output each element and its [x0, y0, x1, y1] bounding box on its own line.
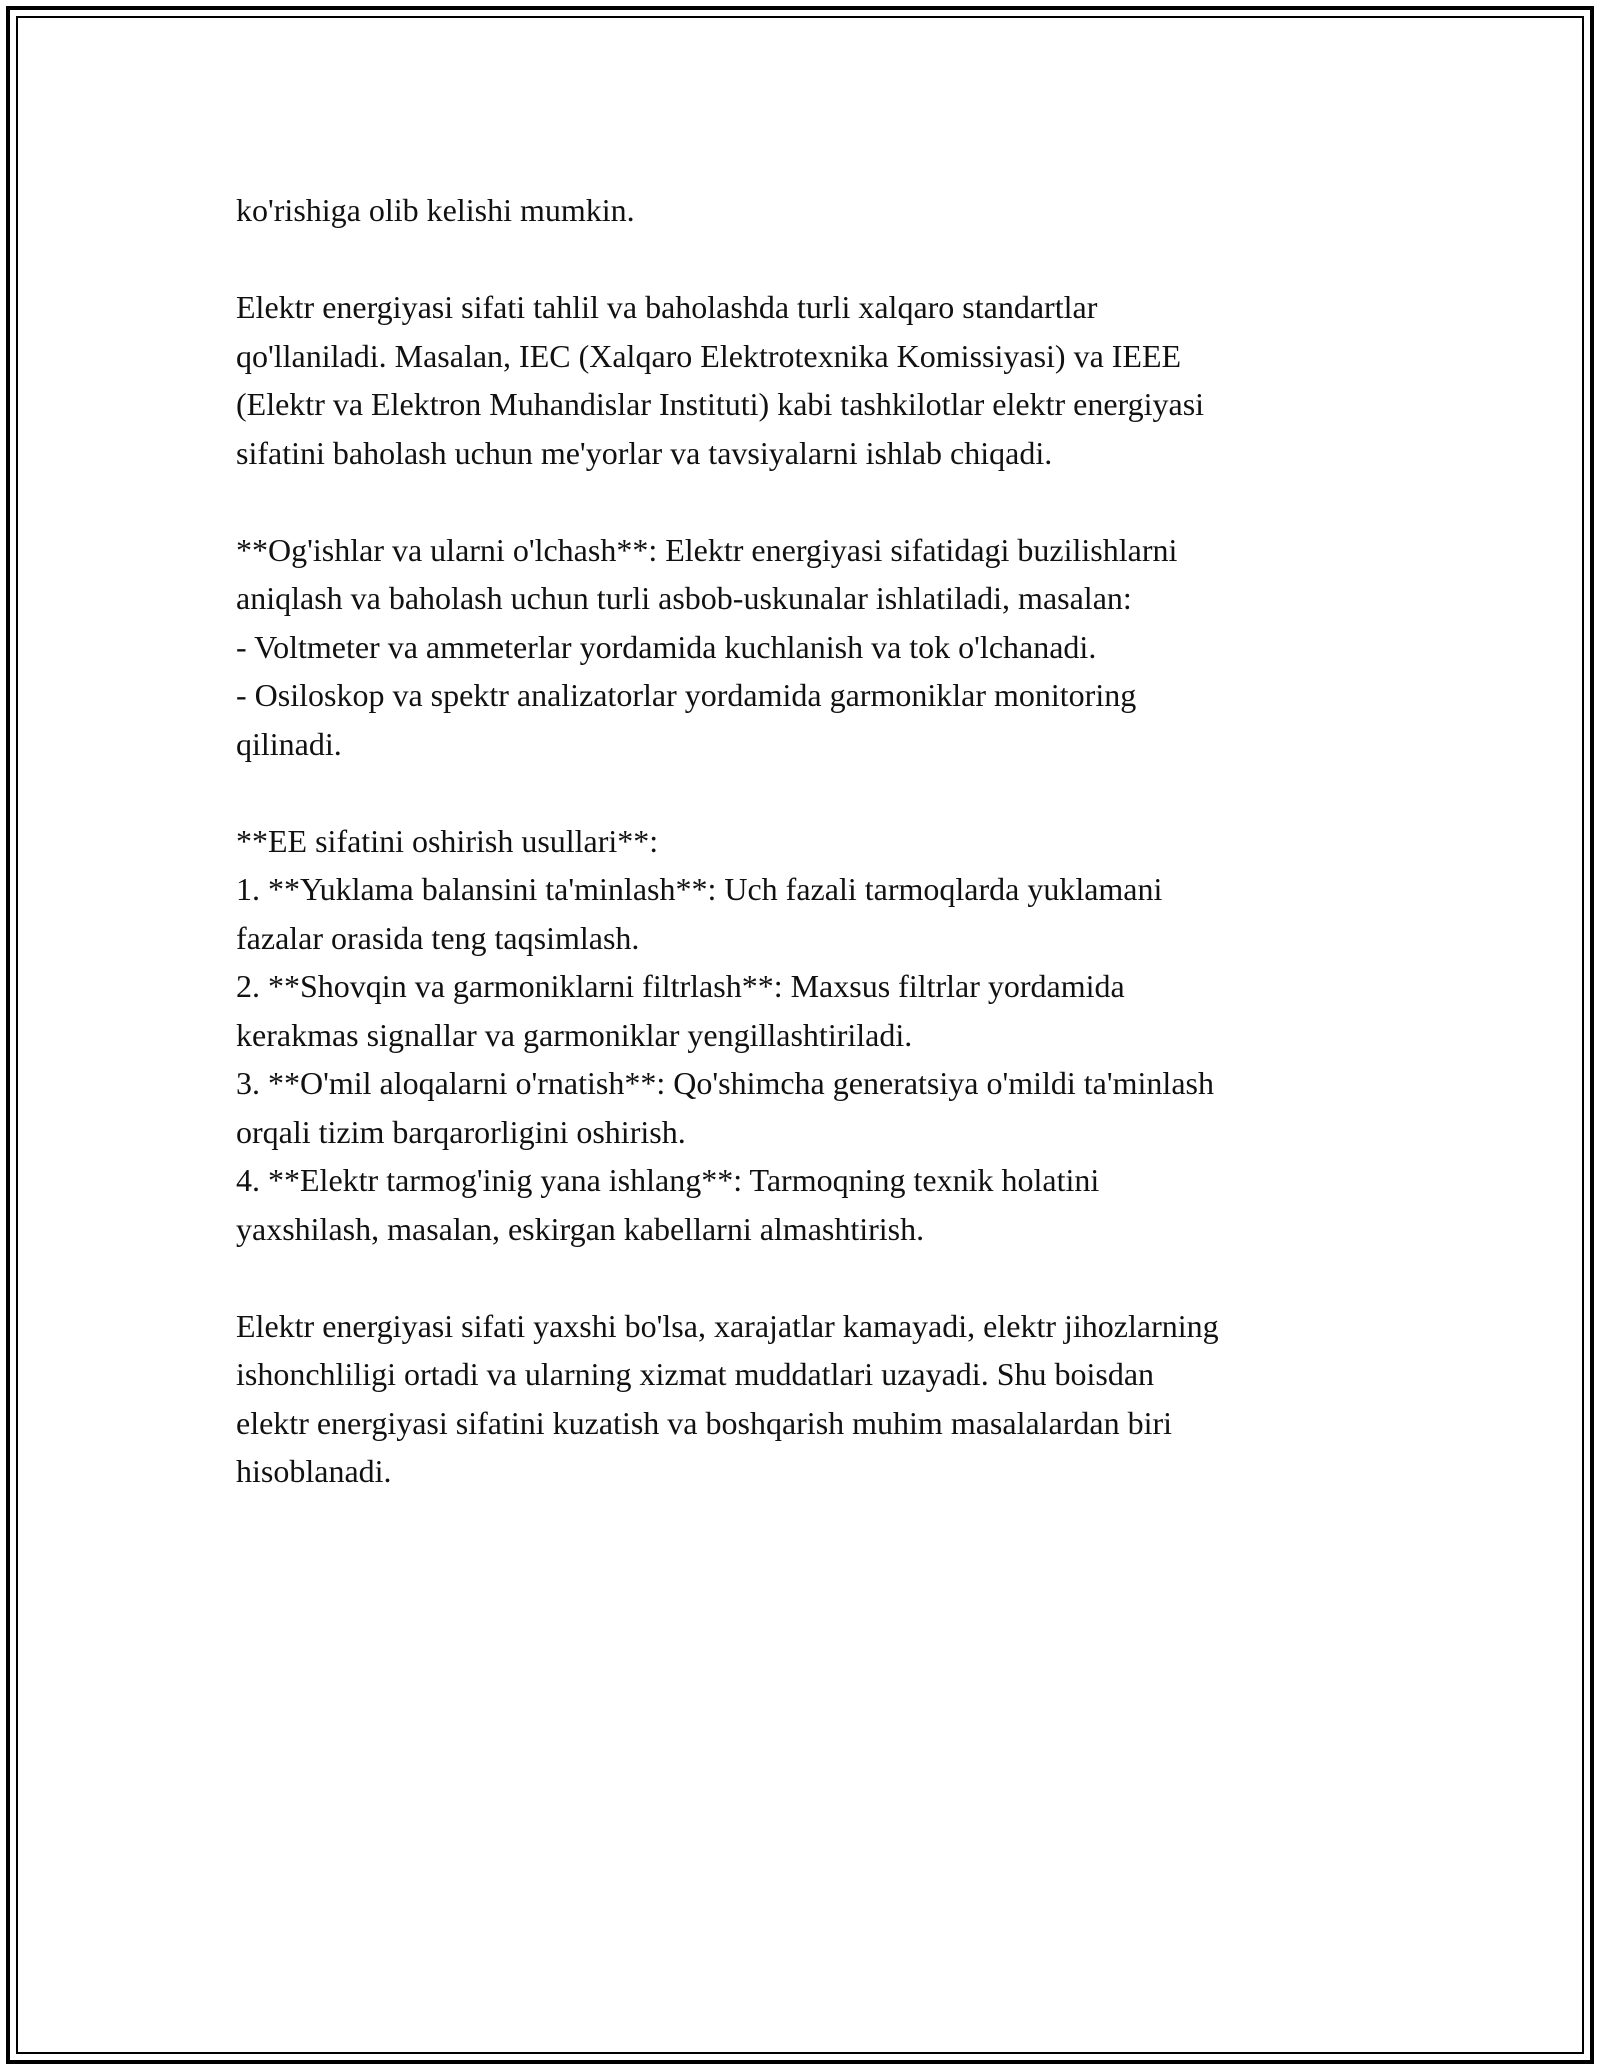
text-line: orqali tizim barqarorligini oshirish. — [236, 1113, 686, 1150]
list-item: 3. **O'mil aloqalarni o'rnatish**: Qo'shimcha generatsiya o'mildi ta'minlash — [236, 1065, 1214, 1101]
text-line: qo'llaniladi. Masalan, IEC (Xalqaro Elektrotexnika Komissiyasi) va IEEE — [236, 337, 1182, 374]
list-item: - Osiloskop va spektr analizatorlar yordamida garmoniklar monitoring — [236, 677, 1137, 713]
text-line: fazalar orasida teng taqsimlash. — [236, 919, 640, 956]
text-line: aniqlash va baholash uchun turli asbob-uskunalar ishlatiladi, masalan: — [236, 580, 1132, 616]
text-line: (Elektr va Elektron Muhandislar Instituti) kabi tashkilotlar elektr energiyasi — [236, 386, 1205, 422]
text-line: qilinadi. — [236, 725, 342, 762]
text-line: Elektr energiyasi sifati yaxshi bo'lsa, xarajatlar kamayadi, elektr jihozlarning — [236, 1307, 1219, 1344]
text-line: elektr energiyasi sifatini kuzatish va boshqarish muhim masalalardan biri — [236, 1404, 1173, 1441]
section-heading: **EE sifatini oshirish usullari**: — [236, 822, 659, 859]
list-item: - Voltmeter va ammeterlar yordamida kuchlanish va tok o'lchanadi. — [236, 628, 1097, 665]
text-line: ishonchliligi ortadi va ularning xizmat muddatlari uzayadi. Shu boisdan — [236, 1356, 1155, 1392]
paragraph-measurement — [236, 526, 1376, 769]
text-line: ko'rishiga olib kelishi mumkin. — [236, 192, 635, 228]
text-line: kerakmas signallar va garmoniklar yengillashtiriladi. — [236, 1016, 913, 1053]
text-line: yaxshilash, masalan, eskirgan kabellarni almashtirish. — [236, 1210, 925, 1247]
text-line: hisoblanadi. — [236, 1453, 392, 1489]
list-item: 4. **Elektr tarmog'inig yana ishlang**: Tarmoqning texnik holatini — [236, 1162, 1100, 1198]
paragraph-improvement-methods — [236, 817, 1376, 1254]
document-body — [236, 186, 1376, 1496]
list-item: 2. **Shovqin va garmoniklarni filtrlash**: Maxsus filtrlar yordamida — [236, 968, 1125, 1004]
list-item: 1. **Yuklama balansini ta'minlash**: Uch fazali tarmoqlarda yuklamani — [236, 871, 1163, 907]
text-line: sifatini baholash uchun me'yorlar va tavsiyalarni ishlab chiqadi. — [236, 434, 1053, 471]
text-line: **Og'ishlar va ularni o'lchash**: Elektr energiyasi sifatidagi buzilishlarni — [236, 531, 1178, 568]
paragraph-conclusion — [236, 1302, 1376, 1496]
paragraph-continuation — [236, 186, 1376, 235]
text-line: Elektr energiyasi sifati tahlil va baholashda turli xalqaro standartlar — [236, 289, 1098, 325]
paragraph-standards — [236, 283, 1376, 477]
